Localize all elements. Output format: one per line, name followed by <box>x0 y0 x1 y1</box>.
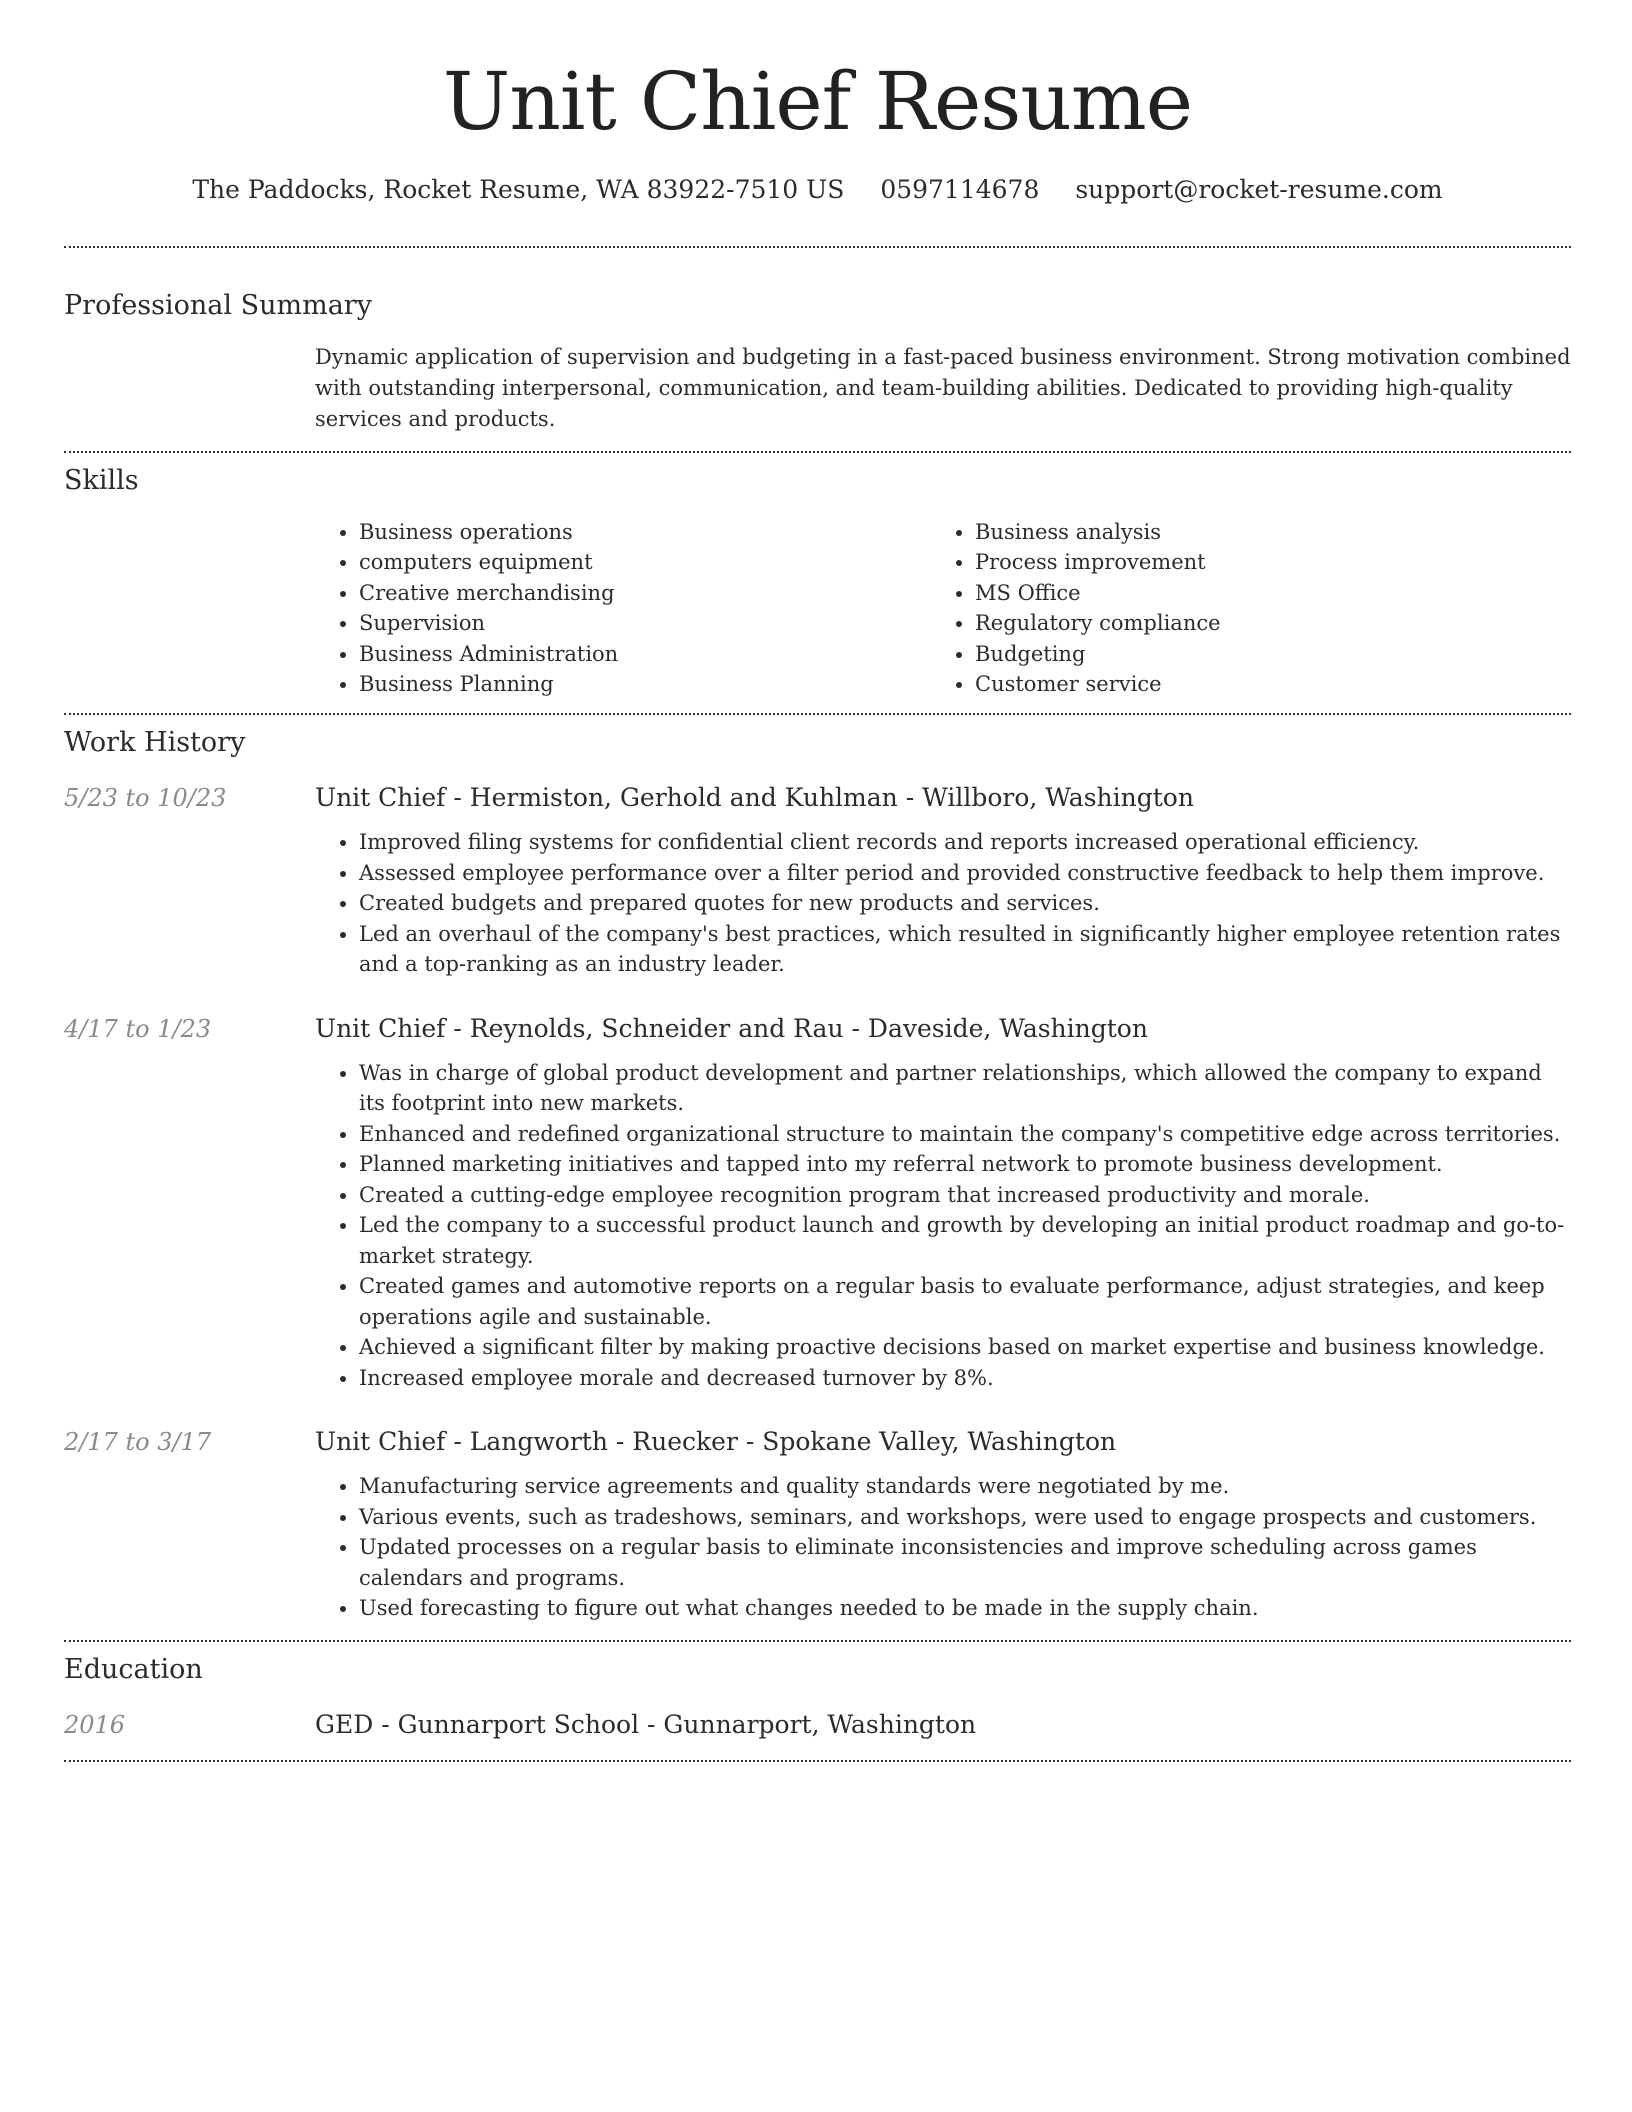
job-entry <box>64 1012 1571 1394</box>
job-bullet: • Improved filing systems for confidential client records and reports increased operational efficiency. <box>359 827 1571 858</box>
skill-item: • Supervision <box>359 608 931 638</box>
job-bullet: • Created games and automotive reports on a regular basis to evaluate performance, adjust strategies, and keep operations agile and sustainable. <box>359 1271 1571 1332</box>
skills-list <box>315 517 1571 699</box>
resume-page <box>64 0 1571 1762</box>
summary-row <box>64 342 1571 435</box>
skill-item: • Business analysis <box>975 517 1547 547</box>
contact-line <box>64 172 1571 208</box>
work-heading: Work History <box>64 727 246 759</box>
job-bullet: • Used forecasting to figure out what changes needed to be made in the supply chain. <box>359 1593 1571 1624</box>
job-bullet: • Created budgets and prepared quotes for new products and services. <box>359 888 1571 919</box>
skill-item: • computers equipment <box>359 547 931 577</box>
job-bullets <box>315 827 1571 980</box>
skill-item: • Business Planning <box>359 669 931 699</box>
job-bullets <box>315 1058 1571 1394</box>
divider <box>64 1640 1571 1642</box>
job-date: 4/17 to 1/23 <box>64 1014 212 1043</box>
job-bullet: • Led the company to a successful product launch and growth by developing an initial product roadmap and go-to-market strategy. <box>359 1210 1571 1271</box>
divider <box>64 1760 1571 1762</box>
education-date: 2016 <box>64 1710 126 1739</box>
contact-email: support@rocket-resume.com <box>1075 175 1443 204</box>
job-title: Unit Chief - Reynolds, Schneider and Rau - Daveside, Washington <box>315 1013 1148 1043</box>
skill-item: • Process improvement <box>975 547 1547 577</box>
skill-item: • Business operations <box>359 517 931 547</box>
job-bullet: • Assessed employee performance over a filter period and provided constructive feedback to help them improve. <box>359 858 1571 889</box>
skill-item: • Creative merchandising <box>359 578 931 608</box>
summary-text: Dynamic application of supervision and budgeting in a fast-paced business environment. Strong motivation combined with outstanding interpersonal, communication, and team-building abilities. Dedicated to providing high-quality services and products. <box>315 345 1571 431</box>
job-bullet: • Manufacturing service agreements and quality standards were negotiated by me. <box>359 1471 1571 1502</box>
skills-column-right <box>931 517 1547 699</box>
job-bullet: • Increased employee morale and decreased turnover by 8%. <box>359 1363 1571 1394</box>
job-date: 2/17 to 3/17 <box>64 1428 212 1457</box>
job-bullet: • Was in charge of global product development and partner relationships, which allowed the company to expand its footprint into new markets. <box>359 1058 1571 1119</box>
skill-item: • Budgeting <box>975 639 1547 669</box>
job-bullet: • Led an overhaul of the company's best practices, which resulted in significantly higher employee retention rates and a top-ranking as an industry leader. <box>359 919 1571 980</box>
summary-heading: Professional Summary <box>64 290 372 321</box>
skill-item: • Customer service <box>975 669 1547 699</box>
job-bullet: • Planned marketing initiatives and tapped into my referral network to promote business development. <box>359 1149 1571 1180</box>
skills-heading: Skills <box>64 465 139 496</box>
education-heading: Education <box>64 1653 203 1685</box>
job-bullet: • Updated processes on a regular basis to eliminate inconsistencies and improve scheduling across games calendars and programs. <box>359 1532 1571 1593</box>
job-bullet: • Enhanced and redefined organizational structure to maintain the company's competitive edge across territories. <box>359 1119 1571 1150</box>
divider <box>64 713 1571 715</box>
job-bullets <box>315 1471 1571 1624</box>
divider <box>64 451 1571 453</box>
skills-column-left <box>315 517 931 699</box>
divider <box>64 246 1571 248</box>
job-title: Unit Chief - Hermiston, Gerhold and Kuhlman - Willboro, Washington <box>315 783 1194 813</box>
skill-item: • Business Administration <box>359 639 931 669</box>
contact-address: The Paddocks, Rocket Resume, WA 83922-7510 US <box>192 175 845 204</box>
contact-phone: 0597114678 <box>880 175 1040 204</box>
job-bullet: • Created a cutting-edge employee recognition program that increased productivity and morale. <box>359 1180 1571 1211</box>
job-bullet: • Achieved a significant filter by making proactive decisions based on market expertise and business knowledge. <box>359 1332 1571 1363</box>
resume-title: Unit Chief Resume <box>442 55 1193 148</box>
skill-item: • MS Office <box>975 578 1547 608</box>
job-entry <box>64 781 1571 980</box>
education-title: GED - Gunnarport School - Gunnarport, Washington <box>315 1709 977 1739</box>
skill-item: • Regulatory compliance <box>975 608 1547 638</box>
job-title: Unit Chief - Langworth - Ruecker - Spokane Valley, Washington <box>315 1427 1117 1457</box>
job-date: 5/23 to 10/23 <box>64 784 227 813</box>
job-bullet: • Various events, such as tradeshows, seminars, and workshops, were used to engage prospects and customers. <box>359 1502 1571 1533</box>
skills-row <box>64 517 1571 699</box>
job-entry <box>64 1425 1571 1624</box>
education-entry <box>64 1708 1571 1742</box>
